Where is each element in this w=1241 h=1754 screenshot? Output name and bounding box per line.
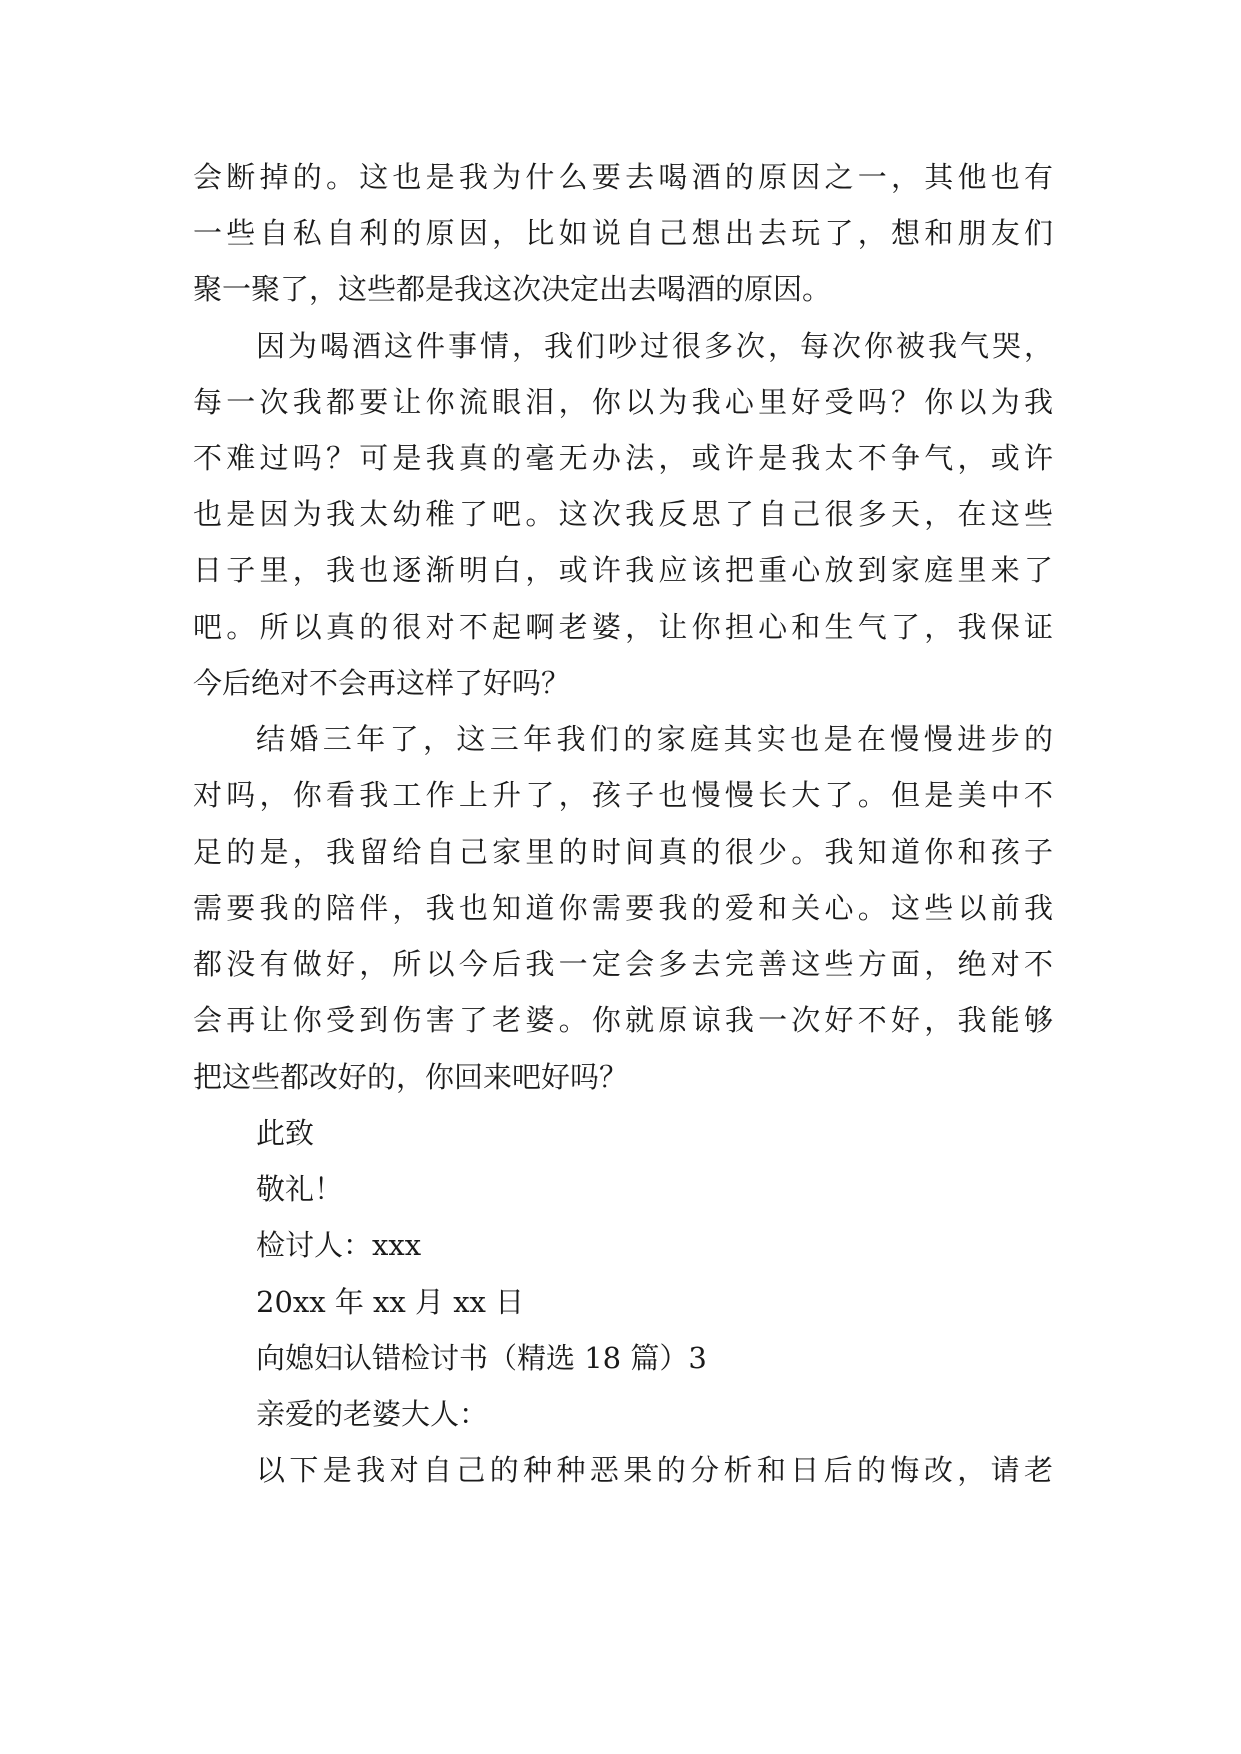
text-line: 会再让你受到伤害了老婆。你就原谅我一次好不好，我能够 (193, 1003, 1053, 1037)
text-line: 每一次我都要让你流眼泪，你以为我心里好受吗？你以为我 (193, 385, 1053, 419)
date-line: 20xx 年 xx 月 xx 日 (256, 1285, 525, 1319)
text-line: 吧。所以真的很对不起啊老婆，让你担心和生气了，我保证 (193, 610, 1053, 644)
text-line: 足的是，我留给自己家里的时间真的很少。我知道你和孩子 (193, 835, 1053, 869)
greeting-line: 亲爱的老婆大人： (256, 1397, 489, 1431)
closing-salutation: 此致 (256, 1116, 315, 1150)
text-line: 今后绝对不会再这样了好吗？ (193, 666, 571, 700)
paragraph-start-line: 结婚三年了，这三年我们的家庭其实也是在慢慢进步的 (256, 722, 1053, 756)
text-line: 不难过吗？可是我真的毫无办法，或许是我太不争气，或许 (193, 441, 1053, 475)
closing-regards: 敬礼！ (256, 1172, 344, 1206)
paragraph-start-line: 以下是我对自己的种种恶果的分析和日后的悔改，请老 (256, 1453, 1053, 1487)
text-line: 一些自私自利的原因，比如说自己想出去玩了，想和朋友们 (193, 216, 1053, 250)
text-line: 会断掉的。这也是我为什么要去喝酒的原因之一，其他也有 (193, 160, 1053, 194)
signature-line: 检讨人：xxx (256, 1228, 422, 1262)
text-line: 对吗，你看我工作上升了，孩子也慢慢长大了。但是美中不 (193, 778, 1053, 812)
text-line: 把这些都改好的，你回来吧好吗？ (193, 1060, 629, 1094)
text-line: 也是因为我太幼稚了吧。这次我反思了自己很多天，在这些 (193, 497, 1053, 531)
paragraph-start-line: 因为喝酒这件事情，我们吵过很多次，每次你被我气哭， (256, 329, 1053, 363)
text-line: 日子里，我也逐渐明白，或许我应该把重心放到家庭里来了 (193, 553, 1053, 587)
text-line: 聚一聚了，这些都是我这次决定出去喝酒的原因。 (193, 272, 832, 306)
section-title: 向媳妇认错检讨书（精选 18 篇）3 (256, 1341, 707, 1375)
text-line: 需要我的陪伴，我也知道你需要我的爱和关心。这些以前我 (193, 891, 1053, 925)
text-line: 都没有做好，所以今后我一定会多去完善这些方面，绝对不 (193, 947, 1053, 981)
